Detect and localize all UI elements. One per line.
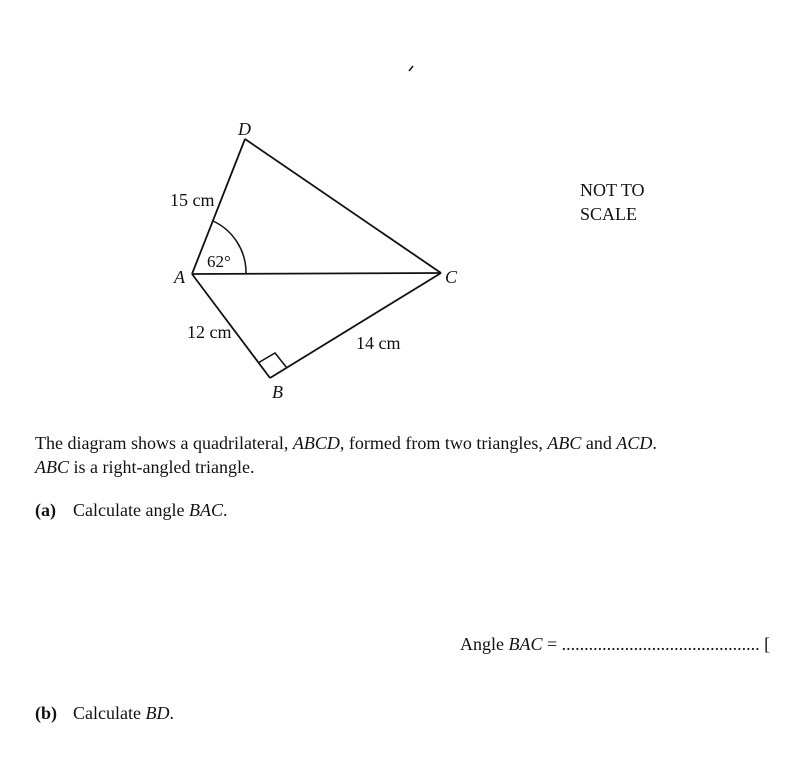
- answer-var: BAC: [508, 634, 543, 654]
- not-to-scale-note: [580, 178, 645, 226]
- angle-label: 62°: [207, 252, 231, 271]
- part-a-end: .: [222, 500, 228, 520]
- intro-paragraph: [35, 431, 795, 479]
- intro-text: .: [652, 433, 657, 453]
- answer-line-a: [460, 634, 770, 655]
- edge-AC: [192, 273, 441, 274]
- intro-text: The diagram shows a quadrilateral,: [35, 433, 293, 453]
- length-AB: 12 cm: [187, 322, 232, 342]
- note-line-2: SCALE: [580, 204, 638, 224]
- label-B: B: [272, 382, 283, 402]
- part-a-var: BAC: [188, 500, 223, 520]
- note-line-1: NOT TO: [580, 180, 645, 200]
- label-C: C: [445, 267, 458, 287]
- part-b-text: Calculate: [73, 703, 146, 723]
- intro-var: ABC: [547, 433, 582, 453]
- answer-blank[interactable]: ............................................: [561, 634, 760, 654]
- part-a-text: Calculate angle: [73, 500, 189, 520]
- intro-var: ABC: [35, 457, 69, 477]
- part-a-label: (a): [35, 500, 56, 520]
- answer-prefix: Angle: [460, 634, 509, 654]
- edge-DC: [245, 139, 441, 273]
- part-b-label: (b): [35, 703, 57, 723]
- marks-bracket: [: [759, 634, 771, 654]
- answer-eq: =: [542, 634, 562, 654]
- intro-var: ABCD: [292, 433, 340, 453]
- length-AD: 15 cm: [170, 190, 215, 210]
- question-part-a: [35, 500, 227, 521]
- edge-BC: [270, 273, 441, 378]
- intro-var: ACD: [616, 433, 653, 453]
- intro-text: , formed from two triangles,: [339, 433, 548, 453]
- part-b-var: BD: [145, 703, 170, 723]
- intro-text: is a right-angled triangle.: [69, 457, 255, 477]
- intro-text: and: [581, 433, 617, 453]
- right-angle-mark: [258, 353, 287, 368]
- label-D: D: [238, 119, 251, 139]
- length-BC: 14 cm: [356, 333, 401, 353]
- part-b-end: .: [169, 703, 174, 723]
- question-part-b: [35, 703, 174, 724]
- label-A: A: [174, 267, 185, 287]
- stray-mark: [409, 66, 413, 71]
